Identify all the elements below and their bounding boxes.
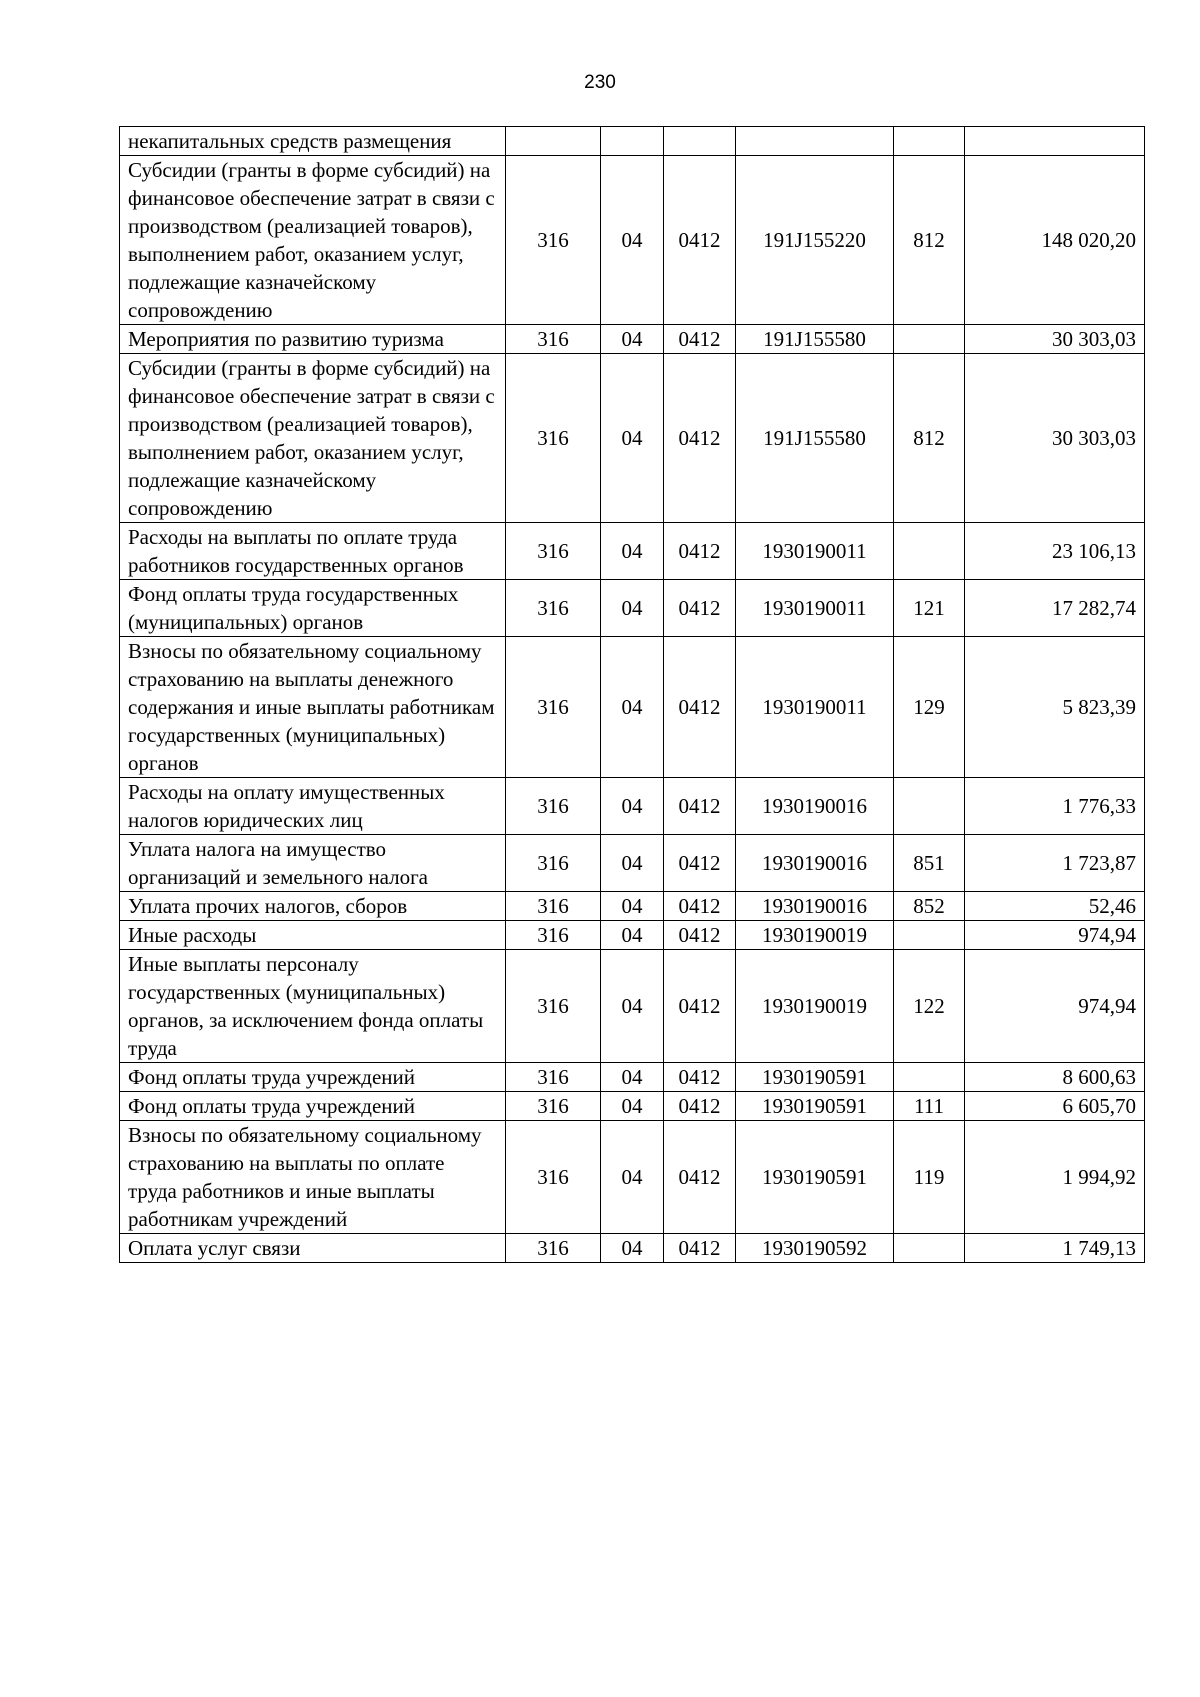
subsection-code: 0412 — [664, 1092, 736, 1121]
target-article-code: 191J155580 — [736, 325, 894, 354]
grbs-code: 316 — [506, 778, 601, 835]
subsection-code: 0412 — [664, 835, 736, 892]
table-row — [120, 156, 1145, 325]
grbs-code — [506, 127, 601, 156]
amount: 974,94 — [965, 921, 1145, 950]
row-name: Уплата прочих налогов, сборов — [120, 892, 506, 921]
table-row — [120, 1063, 1145, 1092]
amount — [965, 127, 1145, 156]
row-name: Уплата налога на имущество организаций и земельного налога — [120, 835, 506, 892]
subsection-code: 0412 — [664, 580, 736, 637]
expense-type-code: 119 — [894, 1121, 965, 1234]
target-article-code: 1930190011 — [736, 580, 894, 637]
grbs-code: 316 — [506, 835, 601, 892]
amount: 1 994,92 — [965, 1121, 1145, 1234]
row-name: Фонд оплаты труда учреждений — [120, 1092, 506, 1121]
section-code: 04 — [601, 1092, 664, 1121]
subsection-code: 0412 — [664, 156, 736, 325]
section-code: 04 — [601, 1234, 664, 1263]
section-code: 04 — [601, 325, 664, 354]
target-article-code: 1930190019 — [736, 950, 894, 1063]
section-code: 04 — [601, 580, 664, 637]
table-row — [120, 637, 1145, 778]
row-name: Фонд оплаты труда учреждений — [120, 1063, 506, 1092]
grbs-code: 316 — [506, 1121, 601, 1234]
grbs-code: 316 — [506, 1063, 601, 1092]
amount: 30 303,03 — [965, 325, 1145, 354]
row-name: Иные выплаты персоналу государственных (муниципальных) органов, за исключением фонда оплаты труда — [120, 950, 506, 1063]
grbs-code: 316 — [506, 1092, 601, 1121]
expense-type-code: 122 — [894, 950, 965, 1063]
expense-type-code: 851 — [894, 835, 965, 892]
section-code: 04 — [601, 892, 664, 921]
grbs-code: 316 — [506, 921, 601, 950]
expense-type-code: 121 — [894, 580, 965, 637]
amount: 6 605,70 — [965, 1092, 1145, 1121]
target-article-code: 1930190016 — [736, 835, 894, 892]
table-row — [120, 835, 1145, 892]
expense-type-code — [894, 1063, 965, 1092]
amount: 17 282,74 — [965, 580, 1145, 637]
expense-type-code — [894, 1234, 965, 1263]
section-code: 04 — [601, 354, 664, 523]
subsection-code: 0412 — [664, 523, 736, 580]
expense-type-code: 812 — [894, 354, 965, 523]
grbs-code: 316 — [506, 892, 601, 921]
subsection-code: 0412 — [664, 354, 736, 523]
amount: 1 776,33 — [965, 778, 1145, 835]
amount: 148 020,20 — [965, 156, 1145, 325]
amount: 8 600,63 — [965, 1063, 1145, 1092]
target-article-code: 1930190019 — [736, 921, 894, 950]
expense-type-code — [894, 921, 965, 950]
table-row — [120, 1121, 1145, 1234]
target-article-code: 1930190591 — [736, 1092, 894, 1121]
subsection-code: 0412 — [664, 950, 736, 1063]
subsection-code: 0412 — [664, 325, 736, 354]
target-article-code: 1930190011 — [736, 523, 894, 580]
table-row — [120, 325, 1145, 354]
grbs-code: 316 — [506, 1234, 601, 1263]
target-article-code: 1930190016 — [736, 778, 894, 835]
section-code: 04 — [601, 1121, 664, 1234]
grbs-code: 316 — [506, 523, 601, 580]
amount: 30 303,03 — [965, 354, 1145, 523]
table-row — [120, 354, 1145, 523]
section-code: 04 — [601, 835, 664, 892]
expense-type-code — [894, 523, 965, 580]
expense-type-code — [894, 325, 965, 354]
grbs-code: 316 — [506, 637, 601, 778]
section-code — [601, 127, 664, 156]
row-name: Оплата услуг связи — [120, 1234, 506, 1263]
section-code: 04 — [601, 921, 664, 950]
subsection-code: 0412 — [664, 1121, 736, 1234]
target-article-code: 191J155580 — [736, 354, 894, 523]
target-article-code: 1930190592 — [736, 1234, 894, 1263]
amount: 1 723,87 — [965, 835, 1145, 892]
row-name: Субсидии (гранты в форме субсидий) на финансовое обеспечение затрат в связи с производством (реализацией товаров), выполнением работ, оказанием услуг, подлежащие казначейскому сопровождению — [120, 354, 506, 523]
row-name: некапитальных средств размещения — [120, 127, 506, 156]
amount: 974,94 — [965, 950, 1145, 1063]
expense-type-code: 852 — [894, 892, 965, 921]
row-name: Мероприятия по развитию туризма — [120, 325, 506, 354]
row-name: Иные расходы — [120, 921, 506, 950]
section-code: 04 — [601, 523, 664, 580]
table-row — [120, 1234, 1145, 1263]
budget-table — [119, 126, 1145, 1263]
section-code: 04 — [601, 637, 664, 778]
subsection-code: 0412 — [664, 1234, 736, 1263]
expense-type-code — [894, 778, 965, 835]
subsection-code: 0412 — [664, 921, 736, 950]
table-row — [120, 778, 1145, 835]
subsection-code: 0412 — [664, 637, 736, 778]
table-row — [120, 892, 1145, 921]
target-article-code: 1930190016 — [736, 892, 894, 921]
subsection-code: 0412 — [664, 892, 736, 921]
section-code: 04 — [601, 156, 664, 325]
expense-type-code — [894, 127, 965, 156]
target-article-code: 1930190011 — [736, 637, 894, 778]
row-name: Расходы на оплату имущественных налогов юридических лиц — [120, 778, 506, 835]
grbs-code: 316 — [506, 950, 601, 1063]
subsection-code — [664, 127, 736, 156]
target-article-code: 1930190591 — [736, 1063, 894, 1092]
target-article-code — [736, 127, 894, 156]
page-number: 230 — [584, 72, 616, 93]
row-name: Субсидии (гранты в форме субсидий) на финансовое обеспечение затрат в связи с производством (реализацией товаров), выполнением работ, оказанием услуг, подлежащие казначейскому сопровождению — [120, 156, 506, 325]
section-code: 04 — [601, 950, 664, 1063]
amount: 5 823,39 — [965, 637, 1145, 778]
table-row — [120, 523, 1145, 580]
subsection-code: 0412 — [664, 778, 736, 835]
table-row — [120, 950, 1145, 1063]
expense-type-code: 111 — [894, 1092, 965, 1121]
grbs-code: 316 — [506, 354, 601, 523]
expense-type-code: 812 — [894, 156, 965, 325]
target-article-code: 1930190591 — [736, 1121, 894, 1234]
table-row — [120, 921, 1145, 950]
table-row — [120, 127, 1145, 156]
table-row — [120, 1092, 1145, 1121]
expense-type-code: 129 — [894, 637, 965, 778]
row-name: Взносы по обязательному социальному страхованию на выплаты по оплате труда работников и иные выплаты работникам учреждений — [120, 1121, 506, 1234]
section-code: 04 — [601, 1063, 664, 1092]
amount: 52,46 — [965, 892, 1145, 921]
grbs-code: 316 — [506, 325, 601, 354]
row-name: Фонд оплаты труда государственных (муниципальных) органов — [120, 580, 506, 637]
row-name: Взносы по обязательному социальному страхованию на выплаты денежного содержания и иные выплаты работникам государственных (муниципальных) органов — [120, 637, 506, 778]
grbs-code: 316 — [506, 156, 601, 325]
target-article-code: 191J155220 — [736, 156, 894, 325]
row-name: Расходы на выплаты по оплате труда работников государственных органов — [120, 523, 506, 580]
amount: 1 749,13 — [965, 1234, 1145, 1263]
subsection-code: 0412 — [664, 1063, 736, 1092]
grbs-code: 316 — [506, 580, 601, 637]
section-code: 04 — [601, 778, 664, 835]
amount: 23 106,13 — [965, 523, 1145, 580]
table-row — [120, 580, 1145, 637]
